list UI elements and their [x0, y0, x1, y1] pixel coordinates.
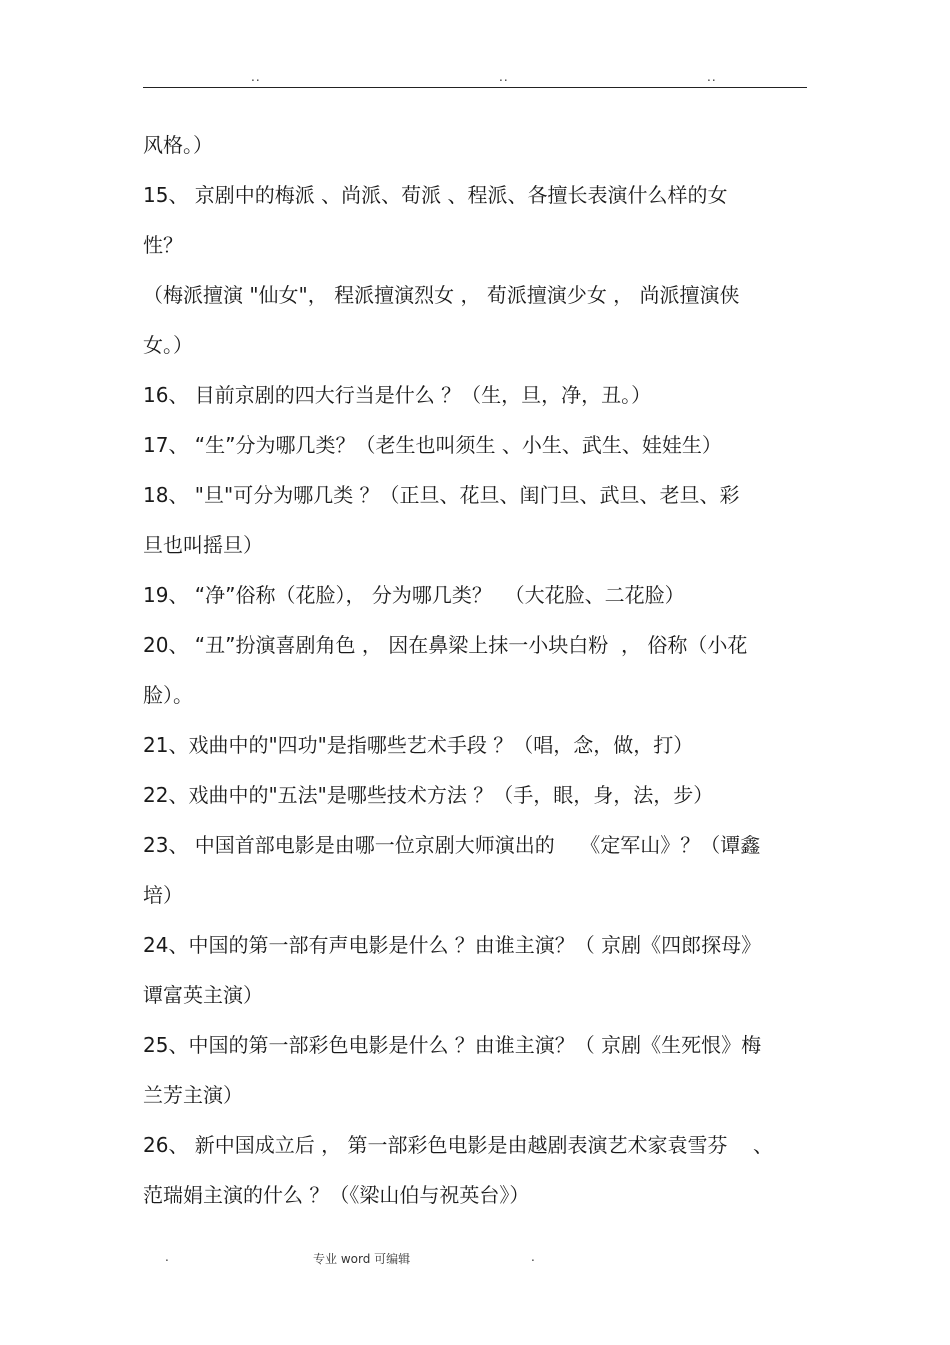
- text-line: 19、 “净”俗称（花脸）， 分为哪几类？ （大花脸、二花脸）: [143, 583, 685, 607]
- text-line: 22、戏曲中的"五法"是哪些技术方法 ？（手，眼，身，法，步）: [143, 783, 714, 807]
- header-dots-right: ..: [707, 70, 717, 84]
- text-line: 培）: [143, 883, 183, 907]
- text-line: 18、 "旦"可分为哪几类 ？（正旦、花旦、闺门旦、武旦、老旦、彩: [143, 483, 740, 507]
- footer-dot-left: .: [165, 1250, 169, 1264]
- text-line: 旦也叫摇旦）: [143, 533, 263, 557]
- text-line: （梅派擅演 "仙女"， 程派擅演烈女 ， 荀派擅演少女 ， 尚派擅演侠: [143, 283, 740, 307]
- header-rule: [143, 87, 807, 88]
- text-line: 20、 “丑”扮演喜剧角色 ， 因在鼻梁上抹一小块白粉 ， 俗称（小花: [143, 633, 748, 657]
- document-body: [143, 120, 809, 1220]
- text-line: 17、 “生”分为哪几类？（老生也叫须生 、小生、武生、娃娃生）: [143, 433, 722, 457]
- text-line: 性？: [143, 233, 183, 257]
- text-line: 范瑞娟主演的什么 ？（《梁山伯与祝英台》）: [143, 1183, 530, 1207]
- text-line: 脸）。: [143, 683, 193, 707]
- text-line: 23、 中国首部电影是由哪一位京剧大师演出的 《定军山》？（谭鑫: [143, 833, 761, 857]
- header-dots-center: ..: [499, 70, 509, 84]
- text-line: 风格。）: [143, 133, 213, 157]
- text-line: 26、 新中国成立后 ， 第一部彩色电影是由越剧表演艺术家袁雪芬 、: [143, 1133, 773, 1157]
- text-line: 16、 目前京剧的四大行当是什么 ？（生，旦，净，丑。）: [143, 383, 652, 407]
- text-line: 25、中国的第一部彩色电影是什么 ？由谁主演？（ 京剧《生死恨》梅: [143, 1033, 762, 1057]
- text-line: 15、 京剧中的梅派 、尚派、荀派 、程派、各擅长表演什么样的女: [143, 183, 728, 207]
- text-line: 女。）: [143, 333, 193, 357]
- header-dots-left: ..: [251, 70, 261, 84]
- text-line: 谭富英主演）: [143, 983, 263, 1007]
- text-line: 兰芳主演）: [143, 1083, 243, 1107]
- footer-text: 专业 word 可编辑: [313, 1252, 411, 1266]
- text-line: 24、中国的第一部有声电影是什么 ？由谁主演？（ 京剧《四郎探母》: [143, 933, 762, 957]
- text-line: 21、戏曲中的"四功"是指哪些艺术手段 ？（唱，念，做，打）: [143, 733, 694, 757]
- footer-dot-right: .: [531, 1250, 535, 1264]
